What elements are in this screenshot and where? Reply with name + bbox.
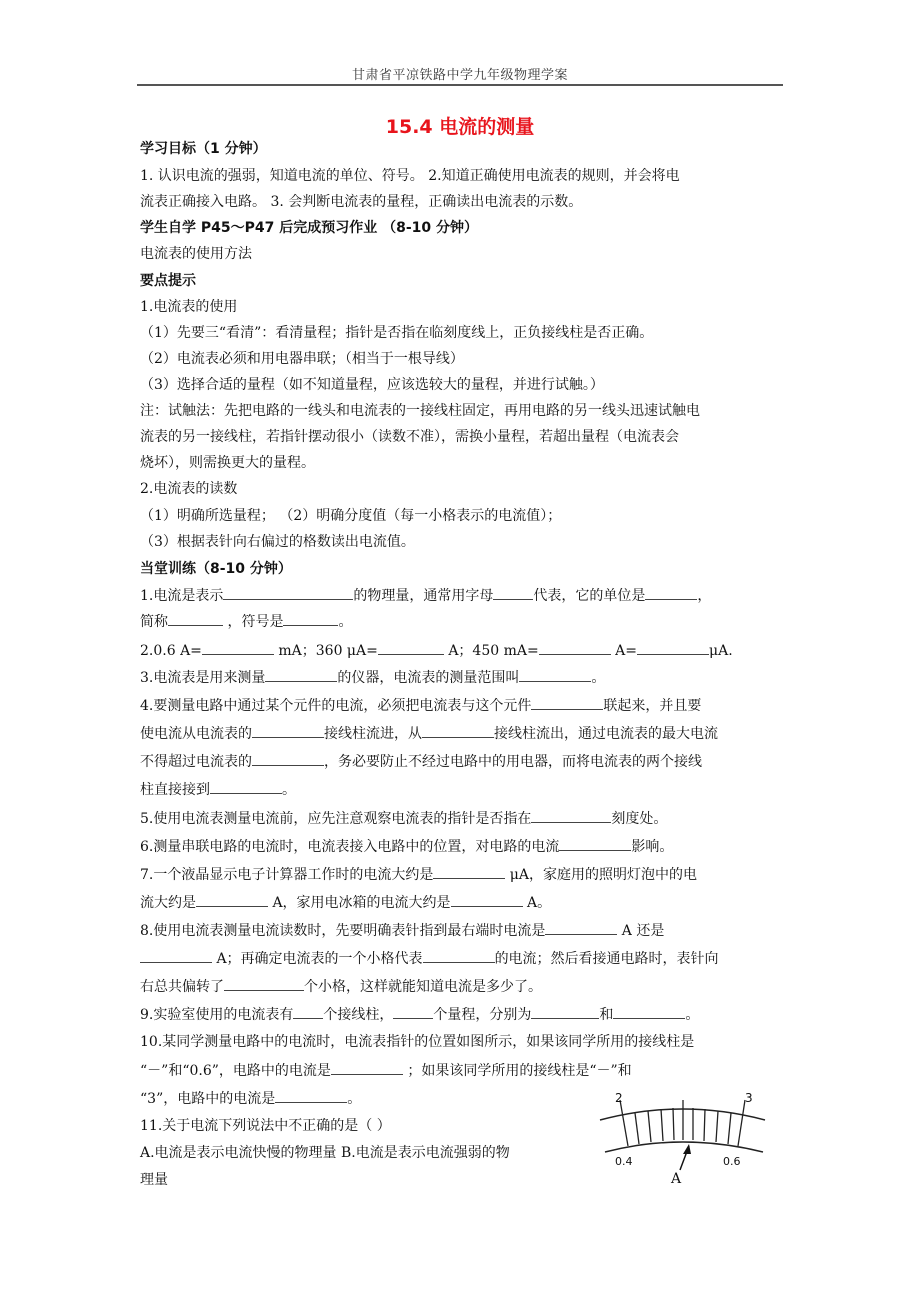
q-text: A。 — [522, 895, 552, 911]
question-7-cont — [140, 892, 551, 913]
answer-blank[interactable] — [140, 948, 212, 963]
q-text: 的仪器，电流表的测量范围叫 — [337, 670, 520, 686]
answer-blank[interactable] — [196, 892, 268, 907]
question-10-cont — [140, 1088, 361, 1109]
selfstudy-subtitle: 电流表的使用方法 — [140, 246, 252, 262]
q-text: A，家用电冰箱的电流大约是 — [268, 895, 451, 911]
answer-blank[interactable] — [559, 836, 631, 851]
q-text: 流大约是 — [140, 895, 196, 911]
answer-blank[interactable] — [168, 611, 223, 626]
keypoints-heading: 要点提示 — [140, 273, 196, 289]
question-1 — [140, 585, 711, 606]
scale-label-2: 2 — [615, 1091, 623, 1105]
answer-blank[interactable] — [451, 892, 523, 907]
answer-blank[interactable] — [493, 585, 533, 600]
answer-blank[interactable] — [433, 864, 505, 879]
question-6 — [140, 836, 673, 857]
q-text: A= — [610, 643, 638, 659]
q-text: 。 — [591, 670, 606, 686]
q-text: 刻度处。 — [611, 811, 668, 827]
selfstudy-heading: 学生自学 P45～P47 后完成预习作业 （8-10 分钟） — [140, 220, 479, 236]
question-10 — [140, 1032, 694, 1052]
answer-blank[interactable] — [293, 1004, 323, 1019]
answer-blank[interactable] — [224, 976, 304, 991]
q-text: ，务必要防止不经过电路中的用电器，而将电流表的两个接线 — [324, 754, 702, 770]
q-text: A；450 mA= — [443, 643, 539, 659]
answer-blank[interactable] — [531, 808, 611, 823]
q-text: 个接线柱， — [323, 1007, 394, 1023]
answer-blank[interactable] — [378, 640, 444, 655]
question-4-cont — [140, 723, 718, 744]
objectives-line: 流表正确接入电路。 3. 会判断电流表的量程，正确读出电流表的示数。 — [140, 194, 583, 210]
keypoint-line: （2）电流表必须和用电器串联；（相当于一根导线） — [140, 351, 464, 367]
q-text: μA. — [709, 643, 733, 659]
answer-blank[interactable] — [423, 948, 495, 963]
ammeter-scale-icon — [595, 1090, 770, 1185]
q-text: 1.电流是表示 — [140, 588, 224, 604]
question-2 — [140, 640, 733, 661]
question-5 — [140, 808, 667, 829]
question-8-cont — [140, 948, 719, 969]
page-title: 15.4 电流的测量 — [385, 116, 535, 138]
answer-blank[interactable] — [202, 640, 274, 655]
q-text: 个量程，分别为 — [433, 1007, 532, 1023]
q-text: 柱直接接到 — [140, 782, 210, 798]
answer-blank[interactable] — [283, 611, 338, 626]
keypoint-line: 烧坏），则需换更大的量程。 — [140, 455, 315, 471]
unit-label-ampere: A — [671, 1171, 682, 1185]
answer-blank[interactable] — [422, 723, 494, 738]
q-text: ， — [697, 588, 712, 604]
q-text: 个小格，这样就能知道电流是多少了。 — [304, 979, 542, 995]
scale-label-0-6: 0.6 — [723, 1155, 741, 1168]
q-text: “－”和“0.6”，电路中的电流是 — [140, 1063, 331, 1079]
q-text: 。 — [338, 614, 353, 630]
keypoint-line: 1.电流表的使用 — [140, 299, 238, 315]
q-text: 接线柱流出，通过电流表的最大电流 — [494, 726, 718, 742]
q-text: 7.一个液晶显示电子计算器工作时的电流大约是 — [140, 867, 434, 883]
answer-blank[interactable] — [637, 640, 709, 655]
keypoint-line: （3）选择合适的量程（如不知道量程，应该选较大的量程，并进行试触。） — [140, 377, 604, 393]
q-text: 右总共偏转了 — [140, 979, 224, 995]
question-10-cont — [140, 1060, 632, 1081]
question-3 — [140, 667, 605, 688]
answer-blank[interactable] — [531, 1004, 599, 1019]
q-text: 的电流；然后看接通电路时，表针向 — [494, 951, 719, 967]
scale-label-0-4: 0.4 — [615, 1155, 633, 1168]
q-text: ；如果该同学所用的接线柱是“－”和 — [402, 1063, 632, 1079]
q-text: 3.电流表是用来测量 — [140, 670, 266, 686]
answer-blank[interactable] — [519, 667, 591, 682]
q-text: μA，家庭用的照明灯泡中的电 — [505, 867, 698, 883]
question-11-option — [140, 1143, 510, 1163]
q-text: 代表，它的单位是 — [533, 588, 646, 604]
q-text: 8.使用电流表测量电流读数时，先要明确表针指到最右端时电流是 — [140, 923, 546, 939]
school-header: 甘肃省平凉铁路中学九年级物理学案 — [351, 68, 568, 83]
question-11 — [140, 1116, 391, 1136]
header-divider — [137, 84, 783, 86]
question-4-cont — [140, 751, 702, 772]
q-text: 9.实验室使用的电流表有 — [140, 1007, 294, 1023]
keypoint-line: 流表的另一接线柱，若指针摆动很小（读数不准），需换小量程，若超出量程（电流表会 — [140, 429, 679, 445]
keypoint-line: （1）先要三“看清”：看清量程；指针是否指在临刻度线上，正负接线柱是否正确。 — [140, 325, 654, 341]
answer-blank[interactable] — [545, 920, 617, 935]
q-text: A 还是 — [617, 923, 665, 939]
q-text: 。 — [685, 1007, 700, 1023]
answer-blank[interactable] — [539, 640, 611, 655]
q-text: 10.某同学测量电路中的电流时，电流表指针的位置如图所示，如果该同学所用的接线柱是 — [140, 1034, 695, 1050]
scale-label-3: 3 — [745, 1091, 753, 1105]
q-text: 5.使用电流表测量电流前，应先注意观察电流表的指针是否指在 — [140, 811, 532, 827]
q-text: 4.要测量电路中通过某个元件的电流，必须把电流表与这个元件 — [140, 698, 532, 714]
q-text: 理量 — [140, 1172, 168, 1188]
q-text: 的物理量，通常用字母 — [353, 588, 494, 604]
question-4 — [140, 695, 701, 716]
answer-blank[interactable] — [275, 1088, 347, 1103]
question-4-cont — [140, 779, 296, 800]
q-text: A；再确定电流表的一个小格代表 — [212, 951, 423, 967]
q-text: 影响。 — [631, 839, 674, 855]
answer-blank[interactable] — [210, 779, 282, 794]
keypoint-line: 2.电流表的读数 — [140, 481, 238, 497]
answer-blank[interactable] — [531, 695, 603, 710]
keypoint-line: （1）明确所选量程； （2）明确分度值（每一小格表示的电流值）； — [140, 508, 562, 524]
q-text: mA；360 μA= — [273, 643, 378, 659]
q-text: 和 — [599, 1007, 614, 1023]
question-9 — [140, 1004, 699, 1025]
q-text: 。 — [347, 1091, 362, 1107]
q-text: 接线柱流进，从 — [324, 726, 422, 742]
answer-blank[interactable] — [252, 751, 324, 766]
question-8 — [140, 920, 664, 941]
objectives-line: 1. 认识电流的强弱，知道电流的单位、符号。 2.知道正确使用电流表的规则，并会将电 — [140, 168, 680, 184]
question-1-cont — [140, 611, 352, 632]
q-text: “3”，电路中的电流是 — [140, 1091, 276, 1107]
q-text: 简称 — [140, 614, 168, 630]
q-text: A.电流是表示电流快慢的物理量 B.电流是表示电流强弱的物 — [140, 1145, 510, 1161]
q-text: 2.0.6 A= — [140, 643, 202, 659]
q-text: 联起来，并且要 — [603, 698, 702, 714]
q-text: ，符号是 — [223, 614, 284, 630]
keypoint-line: 注：试触法：先把电路的一线头和电流表的一接线柱固定，再用电路的另一线头迅速试触电 — [140, 403, 700, 419]
practice-heading: 当堂训练（8-10 分钟） — [140, 561, 292, 577]
answer-blank[interactable] — [393, 1004, 433, 1019]
ammeter-scale-figure — [595, 1090, 770, 1185]
objectives-heading: 学习目标（1 分钟） — [140, 141, 267, 157]
answer-blank[interactable] — [265, 667, 337, 682]
keypoint-line: （3）根据表针向右偏过的格数读出电流值。 — [140, 534, 415, 550]
q-text: 使电流从电流表的 — [140, 726, 252, 742]
answer-blank[interactable] — [613, 1004, 685, 1019]
question-11-option — [140, 1170, 168, 1190]
q-text: 11.关于电流下列说法中不正确的是（ ） — [140, 1118, 391, 1134]
answer-blank[interactable] — [223, 585, 353, 600]
answer-blank[interactable] — [645, 585, 697, 600]
question-7 — [140, 864, 697, 885]
answer-blank[interactable] — [252, 723, 324, 738]
q-text: 6.测量串联电路的电流时，电流表接入电路中的位置，对电路的电流 — [140, 839, 560, 855]
q-text: 。 — [282, 782, 296, 798]
q-text: 不得超过电流表的 — [140, 754, 252, 770]
question-8-cont — [140, 976, 542, 997]
answer-blank[interactable] — [331, 1060, 403, 1075]
